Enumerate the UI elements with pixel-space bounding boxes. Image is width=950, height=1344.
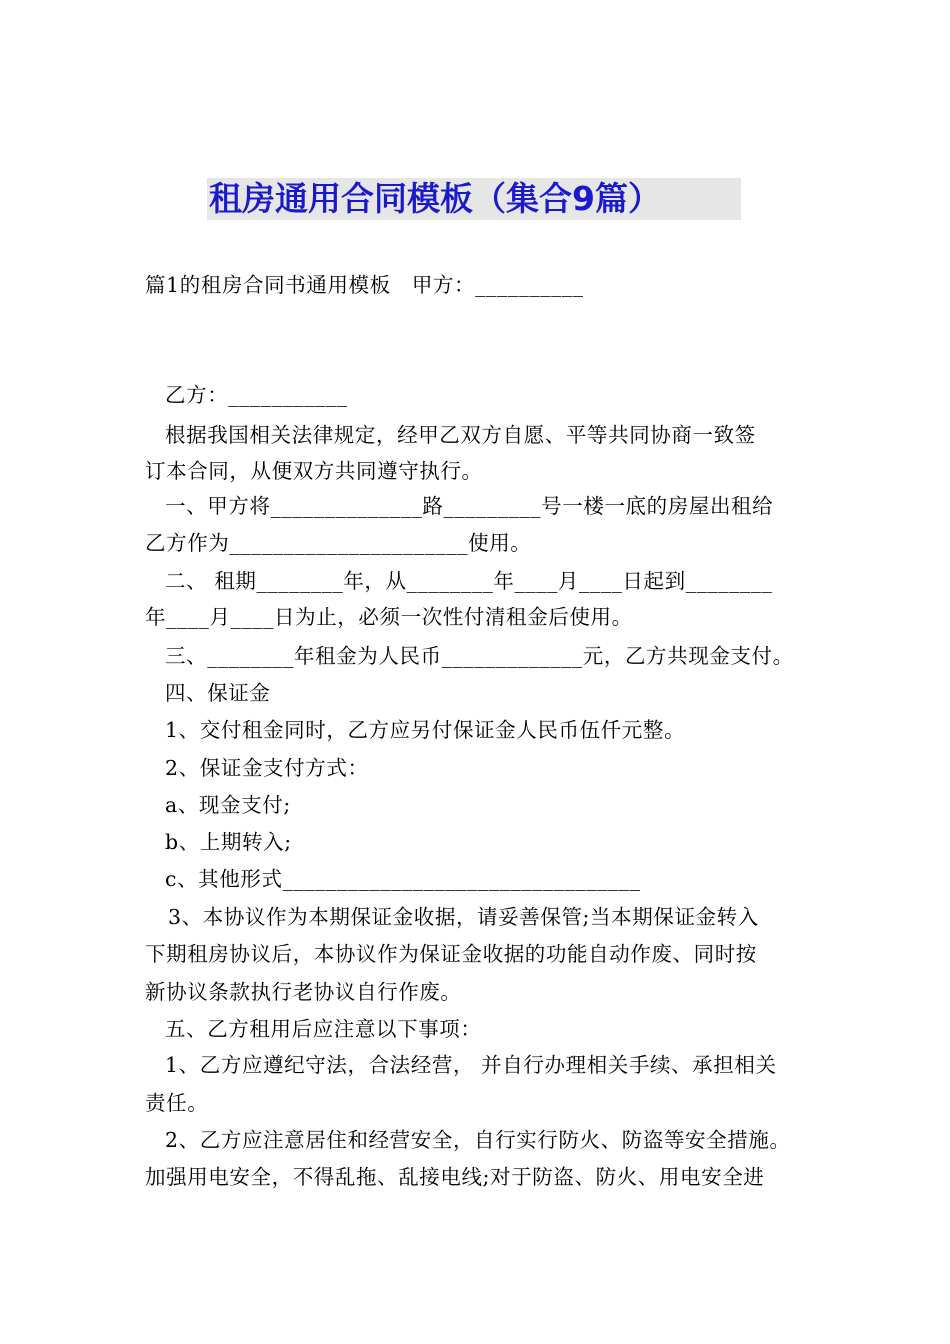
paragraph-line: 订本合同，从便双方共同遵守执行。 xyxy=(145,459,483,483)
document-title: 租房通用合同模板（集合9篇） xyxy=(209,179,661,218)
contract-heading-line: 篇1的租房合同书通用模板 甲方：__________ xyxy=(145,273,584,297)
section-heading: 五、乙方租用后应注意以下事项： xyxy=(165,1017,482,1041)
list-item: b、上期转入; xyxy=(165,830,292,854)
paragraph-line: 3、本协议作为本期保证金收据，请妥善保管;当本期保证金转入 xyxy=(168,905,759,929)
paragraph-line: 责任。 xyxy=(145,1091,209,1115)
list-item: c、其他形式_________________________________ xyxy=(165,867,641,891)
paragraph-line: 下期租房协议后，本协议作为保证金收据的功能自动作废、同时按 xyxy=(145,942,757,966)
paragraph-line: 二、 租期________年，从________年____月____日起到________ xyxy=(165,569,773,593)
paragraph-line: 1、乙方应遵纪守法，合法经营， 并自行办理相关手续、承担相关 xyxy=(165,1053,777,1077)
paragraph-line: 三、________年租金为人民币_____________元，乙方共现金支付。 xyxy=(165,644,794,668)
paragraph-line: 根据我国相关法律规定，经甲乙双方自愿、平等共同协商一致签 xyxy=(165,423,756,447)
paragraph-line: 新协议条款执行老协议自行作废。 xyxy=(145,980,462,1004)
section-heading: 四、保证金 xyxy=(165,681,271,705)
paragraph-line: 2、乙方应注意居住和经营安全，自行实行防火、防盗等安全措施。 xyxy=(165,1128,791,1152)
paragraph-line: 年____月____日为止，必须一次性付清租金后使用。 xyxy=(145,605,633,629)
paragraph-line: 一、甲方将______________路_________号一楼一底的房屋出租给 xyxy=(165,494,774,518)
paragraph-line: 2、保证金支付方式： xyxy=(165,756,369,780)
paragraph-line: 加强用电安全，不得乱拖、乱接电线;对于防盗、防火、用电安全进 xyxy=(145,1165,765,1189)
list-item: a、现金支付; xyxy=(165,793,291,817)
paragraph-line: 乙方作为______________________使用。 xyxy=(145,531,532,555)
paragraph-line: 1、交付租金同时，乙方应另付保证金人民币伍仟元整。 xyxy=(165,718,686,742)
party-b-line: 乙方：___________ xyxy=(165,383,348,407)
